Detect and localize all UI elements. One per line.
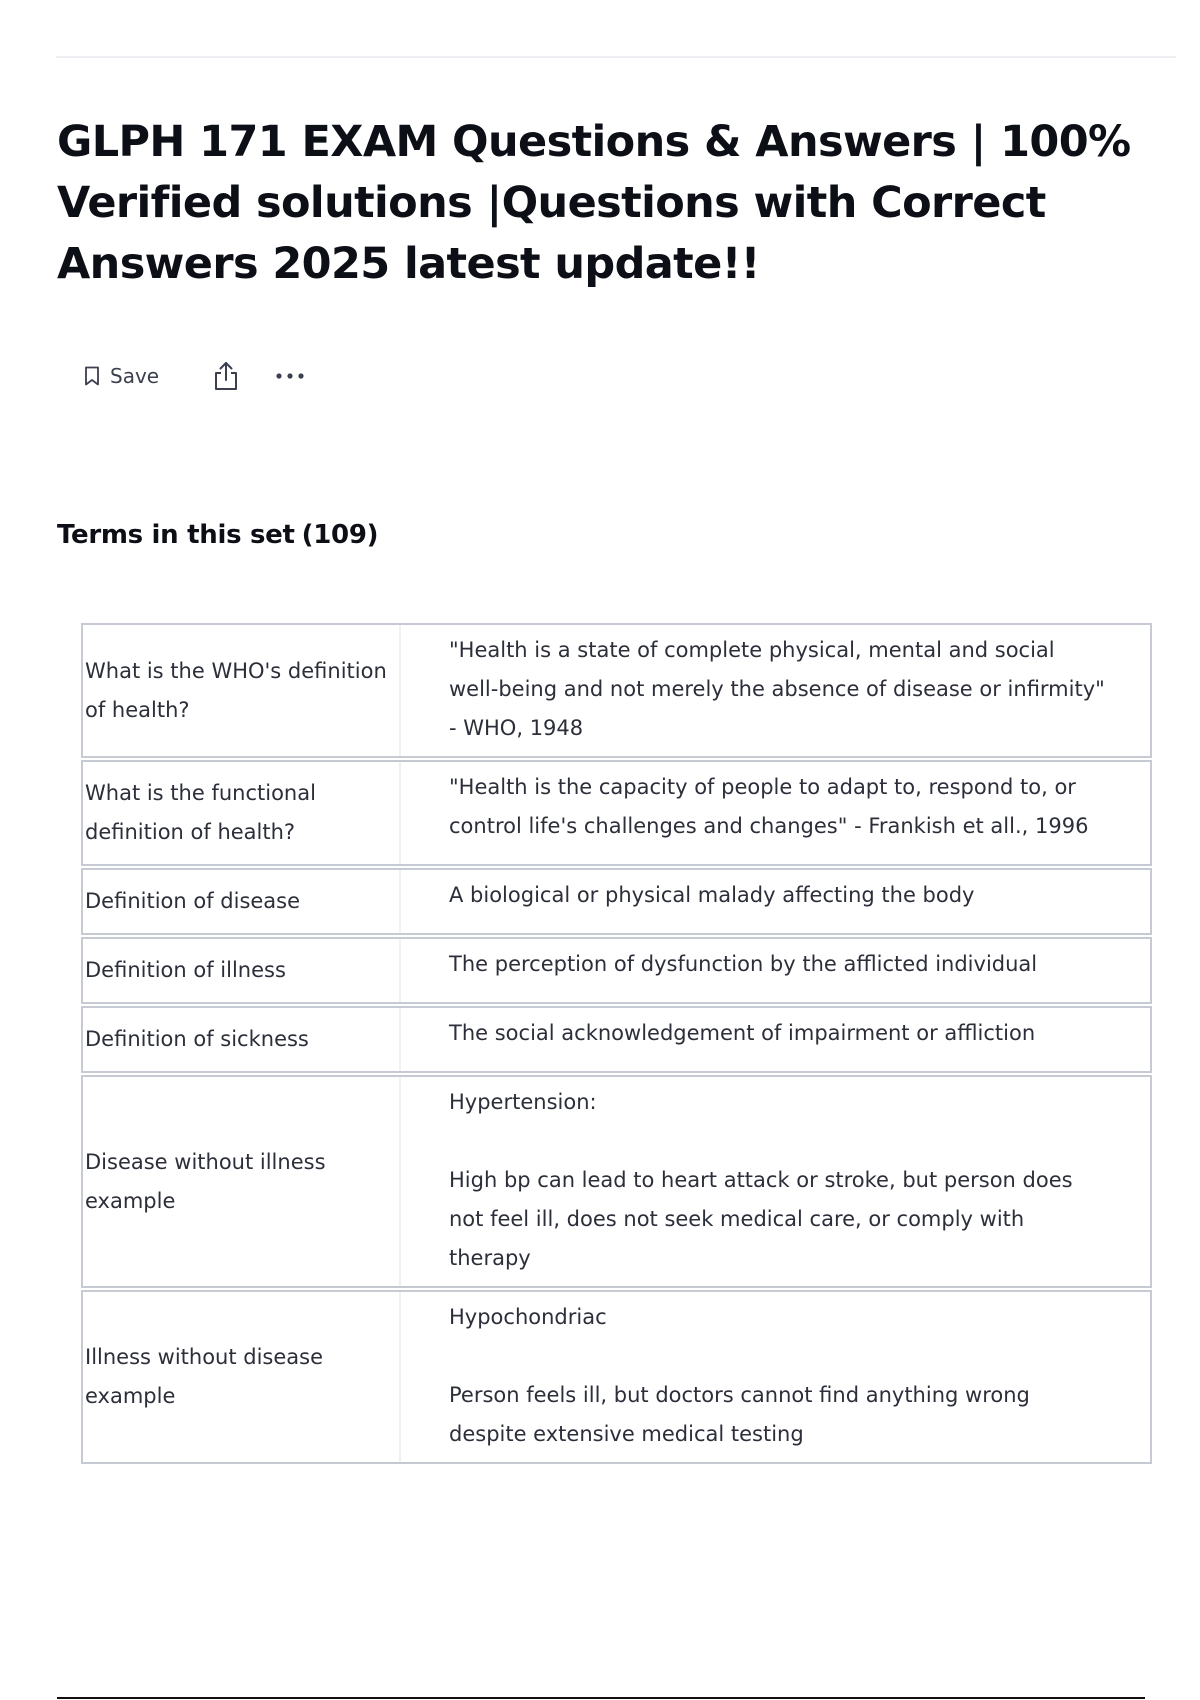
definition-text	[401, 939, 1150, 1002]
bookmark-icon	[84, 366, 100, 386]
share-icon[interactable]	[213, 361, 239, 391]
definition-text	[401, 1292, 1150, 1462]
term-text: Illness without disease example	[83, 1292, 401, 1462]
top-divider	[56, 56, 1176, 58]
term-row[interactable]	[81, 1006, 1152, 1073]
definition-paragraph: "Health is the capacity of people to adapt to, respond to, or control life's challenges and changes" - Frankish et all., 1996	[449, 775, 1089, 838]
definition-text	[401, 1077, 1150, 1286]
term-text: Disease without illness example	[83, 1077, 401, 1286]
bottom-divider	[57, 1697, 1145, 1699]
definition-paragraph: Hypochondriac	[449, 1305, 607, 1329]
definition-paragraph: A biological or physical malady affecting the body	[449, 883, 975, 907]
definition-paragraph: Hypertension:	[449, 1090, 597, 1114]
terms-heading	[57, 520, 378, 550]
term-text: What is the functional definition of health?	[83, 762, 401, 864]
term-row[interactable]	[81, 1290, 1152, 1464]
page-title: GLPH 171 EXAM Questions & Answers | 100% Verified solutions |Questions with Correct Answers 2025 latest update!!	[57, 117, 1131, 289]
terms-table	[81, 623, 1152, 1466]
definition-paragraph: The perception of dysfunction by the afflicted individual	[449, 952, 1038, 976]
term-row[interactable]	[81, 937, 1152, 1004]
term-text: Definition of sickness	[83, 1008, 401, 1071]
definition-paragraph: "Health is a state of complete physical, mental and social well-being and not merely the absence of disease or infirmity" - WHO, 1948	[449, 638, 1105, 740]
more-options-icon[interactable]	[275, 372, 305, 380]
definition-text	[401, 870, 1150, 933]
term-row[interactable]	[81, 1075, 1152, 1288]
paragraph-gap	[449, 1337, 1110, 1376]
definition-paragraph: High bp can lead to heart attack or stroke, but person does not feel ill, does not seek medical care, or comply with therapy	[449, 1168, 1073, 1270]
term-row[interactable]	[81, 868, 1152, 935]
term-text: Definition of illness	[83, 939, 401, 1002]
term-row[interactable]	[81, 760, 1152, 866]
save-button[interactable]	[84, 364, 159, 388]
save-label: Save	[110, 364, 160, 388]
term-row[interactable]	[81, 623, 1152, 758]
term-text: Definition of disease	[83, 870, 401, 933]
definition-text	[401, 762, 1150, 864]
action-bar	[84, 356, 305, 396]
terms-heading-label: Terms in this set	[57, 520, 295, 550]
term-text: What is the WHO's definition of health?	[83, 625, 401, 756]
definition-paragraph: The social acknowledgement of impairment or affliction	[449, 1021, 1036, 1045]
terms-count: (109)	[301, 520, 379, 550]
definition-paragraph: Person feels ill, but doctors cannot find anything wrong despite extensive medical testing	[449, 1383, 1030, 1446]
definition-text	[401, 625, 1150, 756]
definition-text	[401, 1008, 1150, 1071]
paragraph-gap	[449, 1122, 1110, 1161]
